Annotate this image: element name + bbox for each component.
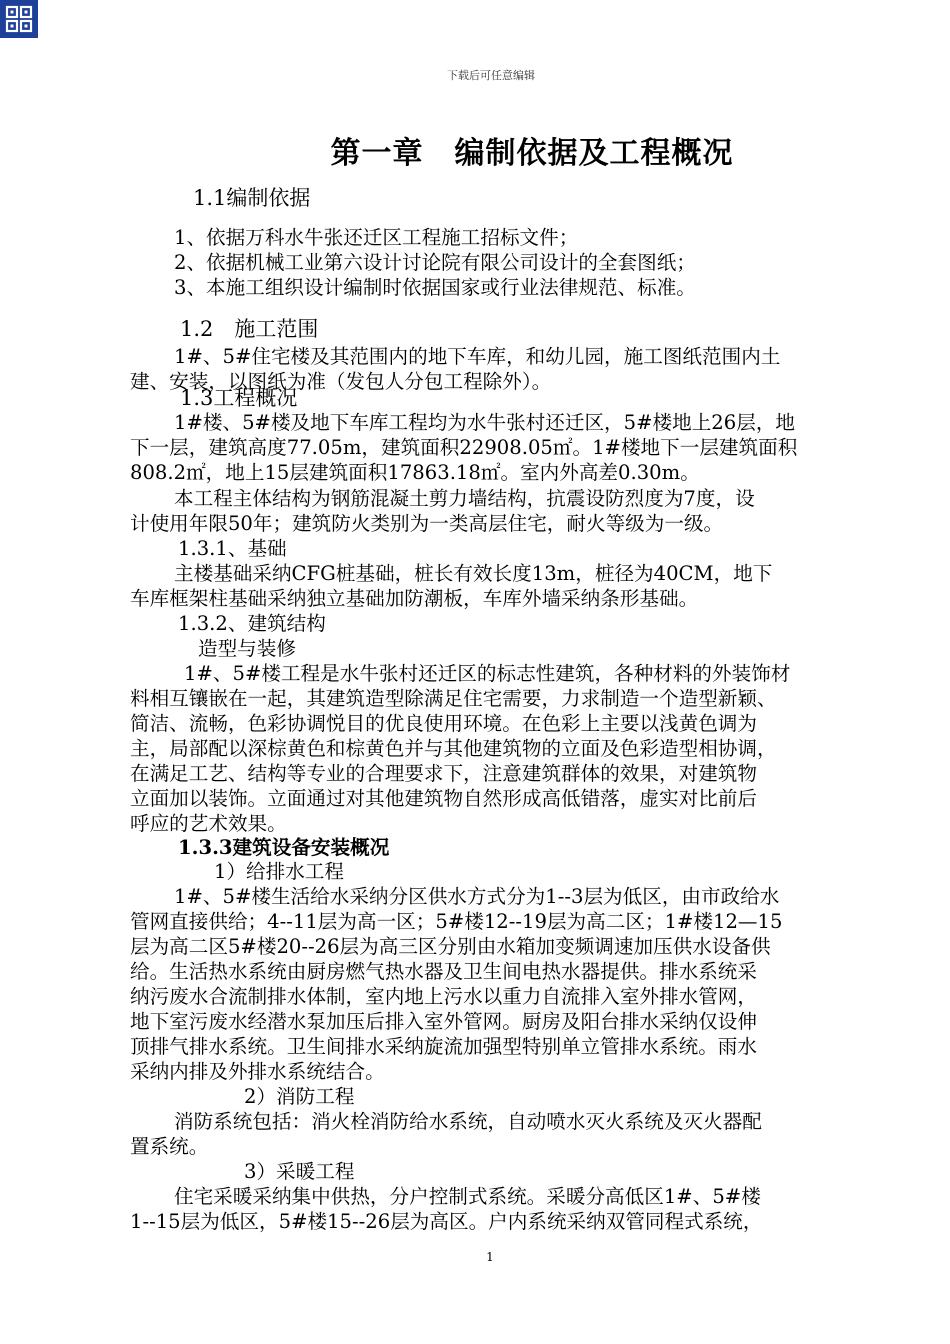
chapter-title: 第一章 编制依据及工程概况 — [330, 136, 734, 171]
text-line: 主，局部配以深棕黄色和棕黄色并与其他建筑物的立面及色彩造型相协调， — [130, 737, 777, 760]
text-line: 1.3.1、基础 — [178, 537, 287, 560]
text-line: 1.3工程概况 — [180, 386, 298, 410]
text-line: 主楼基础采纳CFG桩基础，桩长有效长度13m，桩径为40CM，地下 — [174, 562, 773, 585]
text-line: 3、本施工组织设计编制时依据国家或行业法律规范、标准。 — [174, 276, 696, 299]
text-line: 1.1编制依据 — [193, 186, 311, 210]
text-line: 地下室污废水经潜水泵加压后排入室外管网。厨房及阳台排水采纳仅设伸 — [130, 1010, 757, 1033]
text-line: 1#、5#楼工程是水牛张村还迁区的标志性建筑，各种材料的外装饰材 — [184, 662, 791, 685]
text-line: 造型与装修 — [198, 637, 296, 660]
text-line: 车库框架柱基础采纳独立基础加防潮板，车库外墙采纳条形基础。 — [130, 587, 699, 610]
text-line: 1#、5#楼生活给水采纳分区供水方式分为1--3层为低区，由市政给水 — [174, 885, 780, 908]
text-line: 采纳内排及外排水系统结合。 — [130, 1060, 385, 1083]
text-line: 808.2㎡，地上15层建筑面积17863.18㎡。室内外高差0.30m。 — [130, 461, 700, 484]
company-logo-icon — [0, 0, 38, 38]
text-line: 简洁、流畅，色彩协调悦目的优良使用环境。在色彩上主要以浅黄色调为 — [130, 712, 757, 735]
text-line: 1.3.3建筑设备安装概况 — [178, 836, 390, 859]
text-line: 消防系统包括：消火栓消防给水系统，自动喷水灭火系统及灭火器配 — [174, 1110, 762, 1133]
text-line: 层为高二区5#楼20--26层为高三区分别由水箱加变频调速加压供水设备供 — [130, 935, 771, 958]
text-line: 1#楼、5#楼及地下车库工程均为水牛张村还迁区，5#楼地上26层，地 — [174, 411, 796, 434]
page-number: 1 — [486, 1250, 494, 1264]
text-line: 下一层，建筑高度77.05m，建筑面积22908.05㎡。1#楼地下一层建筑面积 — [130, 436, 798, 459]
text-line: 2）消防工程 — [244, 1085, 355, 1108]
text-line: 在满足工艺、结构等专业的合理要求下，注意建筑群体的效果，对建筑物 — [130, 762, 757, 785]
text-line: 1.2 施工范围 — [180, 317, 319, 341]
text-line: 1.3.2、建筑结构 — [178, 612, 326, 635]
text-line: 1#、5#住宅楼及其范围内的地下车库，和幼儿园，施工图纸范围内土 — [174, 345, 781, 368]
header-note: 下载后可任意编辑 — [447, 69, 535, 82]
text-line: 1--15层为低区，5#楼15--26层为高区。户内系统采纳双管同程式系统， — [130, 1210, 763, 1233]
text-line: 立面加以装饰。立面通过对其他建筑物自然形成高低错落，虚实对比前后 — [130, 787, 757, 810]
text-line: 1、依据万科水牛张还迁区工程施工招标文件； — [174, 226, 579, 249]
text-line: 料相互镶嵌在一起，其建筑造型除满足住宅需要，力求制造一个造型新颖、 — [130, 687, 777, 710]
text-line: 呼应的艺术效果。 — [130, 812, 287, 835]
text-line: 1）给排水工程 — [214, 860, 345, 883]
text-line: 计使用年限50年；建筑防火类别为一类高层住宅，耐火等级为一级。 — [130, 512, 724, 535]
text-line: 本工程主体结构为钢筋混凝土剪力墙结构，抗震设防烈度为7度，设 — [174, 487, 755, 510]
text-line: 3）采暖工程 — [244, 1160, 355, 1183]
text-line: 给。生活热水系统由厨房燃气热水器及卫生间电热水器提供。排水系统采 — [130, 960, 757, 983]
text-line: 住宅采暖采纳集中供热，分户控制式系统。采暖分高低区1#、5#楼 — [174, 1185, 761, 1208]
text-line: 2、依据机械工业第六设计讨论院有限公司设计的全套图纸； — [174, 251, 696, 274]
text-line: 顶排气排水系统。卫生间排水采纳旋流加强型特别单立管排水系统。雨水 — [130, 1035, 757, 1058]
text-line: 纳污废水合流制排水体制，室内地上污水以重力自流排入室外排水管网， — [130, 985, 757, 1008]
text-line: 管网直接供给；4--11层为高一区；5#楼12--19层为高二区；1#楼12—15 — [130, 910, 783, 933]
text-line: 置系统。 — [130, 1135, 209, 1158]
text-line: 建、安装，以图纸为准（发包人分包工程除外）。 — [130, 370, 552, 393]
